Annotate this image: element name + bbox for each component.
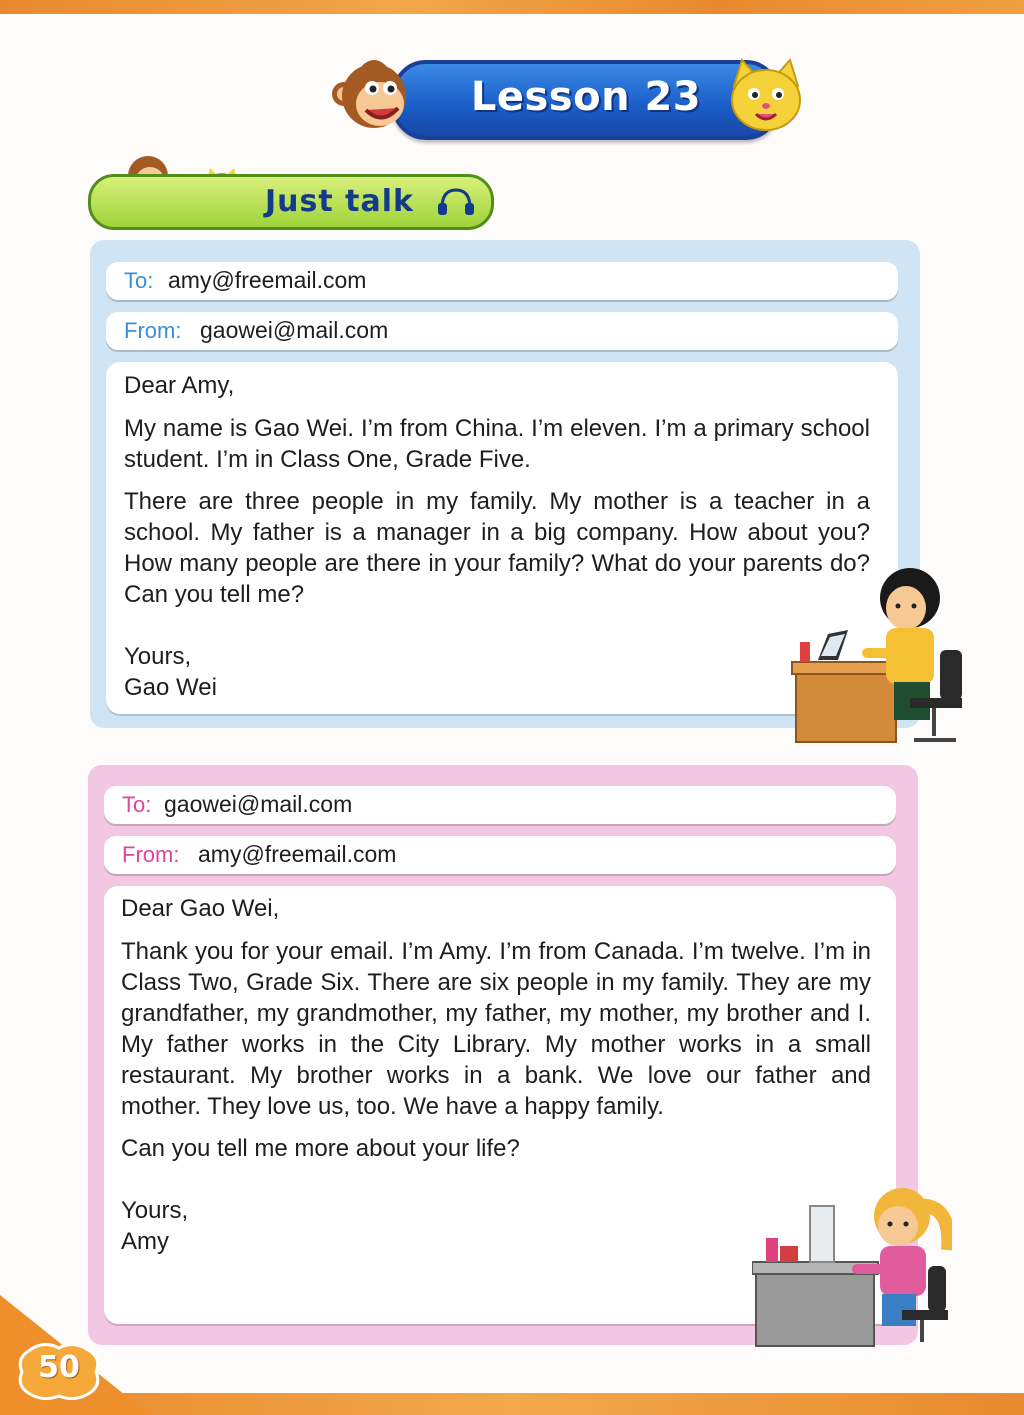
to-label: To: xyxy=(124,268,154,293)
to-field-1 xyxy=(106,262,898,300)
closing: Yours, xyxy=(124,643,192,670)
section-header xyxy=(88,174,494,230)
paragraph: My name is Gao Wei. I’m from China. I’m eleven. I’m a primary school student. I’m in Class One, Grade Five. xyxy=(124,415,870,473)
from-label: From: xyxy=(122,842,180,867)
lesson-banner xyxy=(392,60,780,140)
from-address: amy@freemail.com xyxy=(198,841,397,867)
monkey-head-icon xyxy=(330,58,414,134)
from-address: gaowei@mail.com xyxy=(200,317,389,343)
paragraph: Can you tell me more about your life? xyxy=(121,1135,520,1162)
section-title: Just talk xyxy=(265,184,414,219)
paragraph: Thank you for your email. I’m Amy. I’m from Canada. I’m twelve. I’m in Class Two, Grade Six. There are six people in my family. They are my grandfather, my grandmother, my father, my mother, my brother and I. My father works in the City Library. My mother works in a small restaurant. My brother works in a bank. We love our father and mother. They love us, too. We have a happy family. xyxy=(121,938,871,1120)
lesson-title: Lesson 23 xyxy=(470,74,702,120)
bottom-border xyxy=(0,1393,1024,1415)
girl-at-computer-illustration xyxy=(752,1180,952,1350)
paragraph: There are three people in my family. My mother is a teacher in a school. My father is a manager in a big company. How about you? How many people are there in your family? What do your parents do? Can you tell me? xyxy=(124,488,870,608)
top-border xyxy=(0,0,1024,14)
signature: Gao Wei xyxy=(124,674,217,701)
headphones-icon xyxy=(436,186,476,216)
boy-at-computer-illustration xyxy=(790,560,970,750)
cat-head-icon xyxy=(726,56,806,136)
signature: Amy xyxy=(121,1228,169,1255)
to-address: amy@freemail.com xyxy=(168,267,367,293)
greeting: Dear Amy, xyxy=(124,372,235,399)
closing: Yours, xyxy=(121,1197,189,1224)
from-field-2 xyxy=(104,836,896,874)
page-number: 50 xyxy=(38,1350,80,1385)
to-field-2 xyxy=(104,786,896,824)
to-label: To: xyxy=(122,792,152,817)
greeting: Dear Gao Wei, xyxy=(121,895,280,922)
from-field-1 xyxy=(106,312,898,350)
letter-1 xyxy=(124,370,870,703)
to-address: gaowei@mail.com xyxy=(164,791,353,817)
from-label: From: xyxy=(124,318,182,343)
